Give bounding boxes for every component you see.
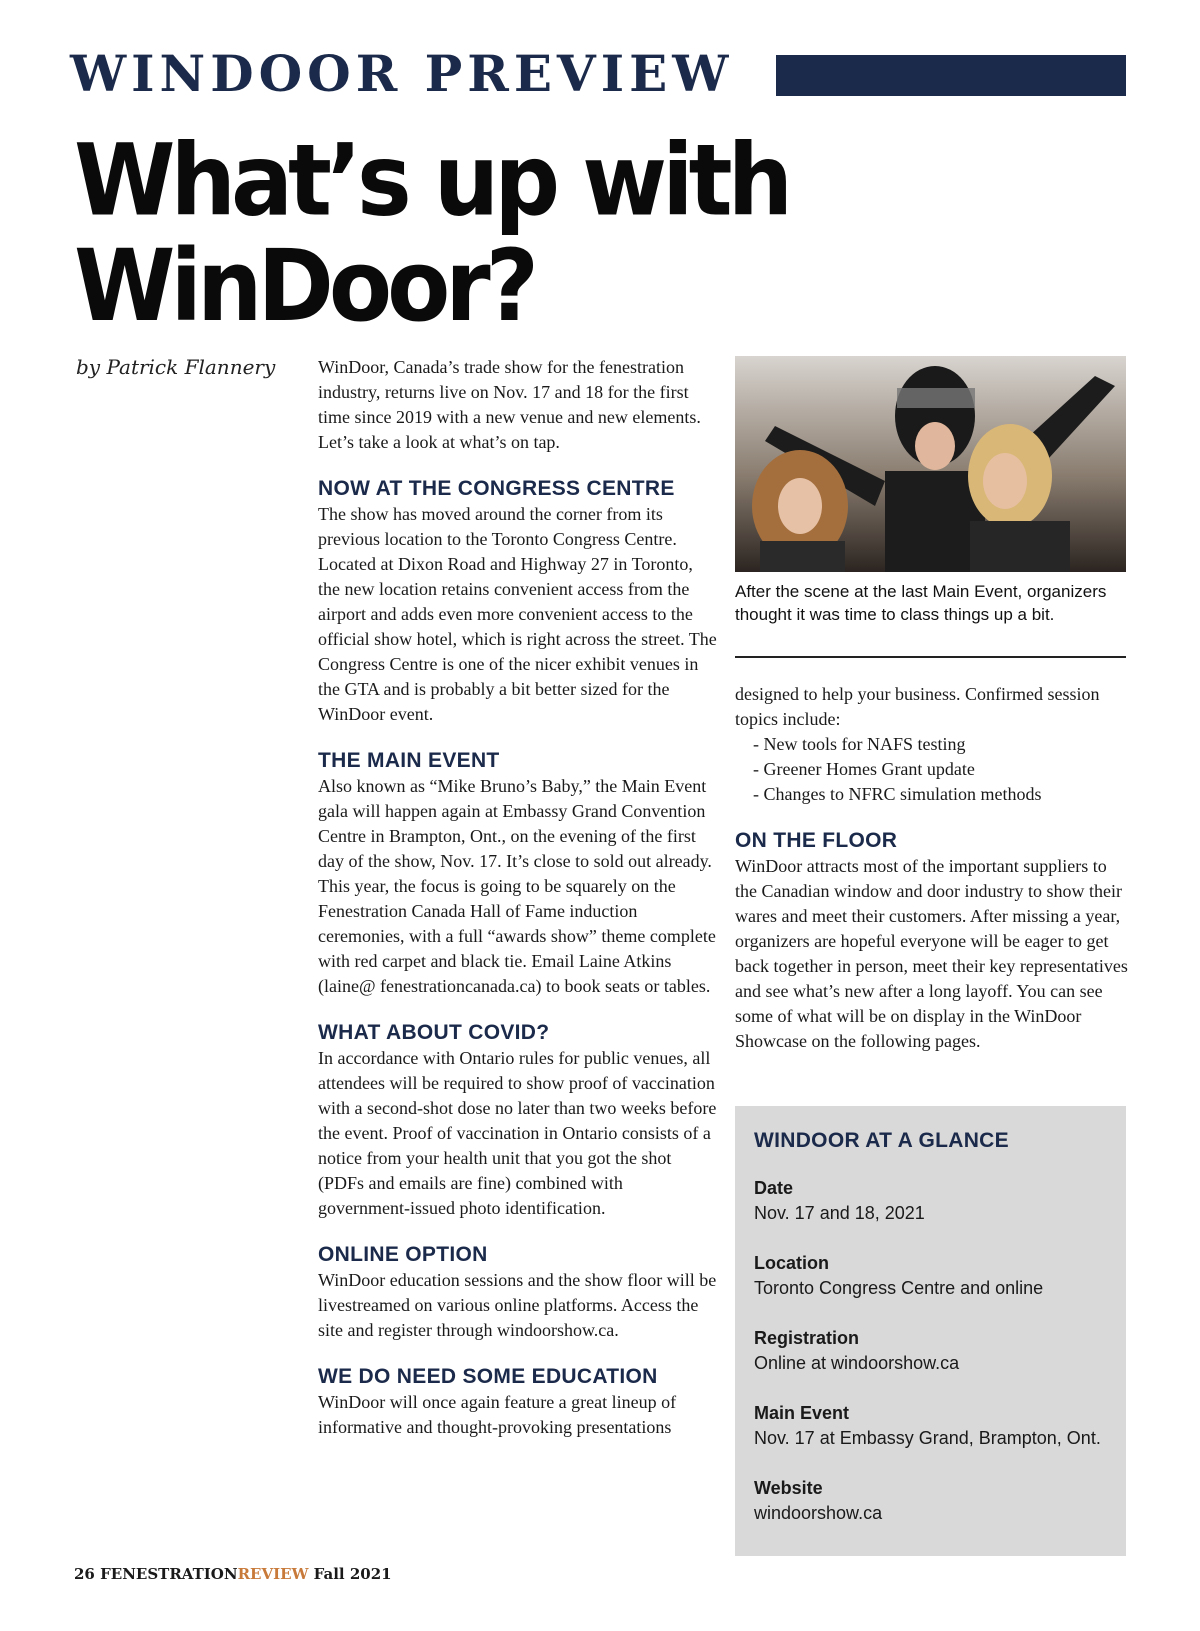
byline: by Patrick Flannery xyxy=(76,355,276,379)
covid-paragraph: In accordance with Ontario rules for public venues, all attendees will be required to show proof of vaccination with a second-shot dose no later than two weeks before the event. Proof of vaccination in Ontario consists of a notice from your health unit that you got the shot (PDFs and emails are fine) combined with government-issued photo identification. xyxy=(318,1048,717,1218)
page-number: 26 xyxy=(74,1565,95,1583)
education-continued-paragraph: designed to help your business. Confirmed session topics include: xyxy=(735,684,1100,729)
article-column-2 xyxy=(735,682,1133,1054)
topic-list-item: - New tools for NAFS testing xyxy=(753,734,966,754)
education-paragraph: WinDoor will once again feature a great lineup of informative and thought-provoking presentations xyxy=(318,1392,677,1437)
heading-covid: WHAT ABOUT COVID? xyxy=(318,1021,550,1044)
magazine-name-part2: REVIEW xyxy=(237,1565,309,1583)
glance-title: WINDOOR AT A GLANCE xyxy=(754,1129,1009,1152)
heading-on-the-floor: ON THE FLOOR xyxy=(735,829,898,852)
glance-item-main-event xyxy=(754,1401,1107,1451)
at-a-glance-box xyxy=(735,1106,1126,1556)
floor-paragraph: WinDoor attracts most of the important suppliers to the Canadian window and door industry to show their wares and meet their customers. After missing a year, organizers are hopeful everyone will be eager to get back together in person, meet their key representatives and see what’s new after a long layoff. You can see some of what will be on display in the WinDoor Showcase on the following pages. xyxy=(735,856,1128,1051)
event-photo xyxy=(735,356,1126,572)
event-photo-illustration xyxy=(735,356,1126,572)
heading-main-event: THE MAIN EVENT xyxy=(318,749,500,772)
issue-date: Fall 2021 xyxy=(313,1565,392,1583)
glance-value: windoorshow.ca xyxy=(754,1503,883,1523)
glance-value: Nov. 17 and 18, 2021 xyxy=(754,1203,925,1223)
online-paragraph: WinDoor education sessions and the show floor will be livestreamed on various online platforms. Access the site and register through windoorshow.ca. xyxy=(318,1270,717,1340)
glance-item-location xyxy=(754,1251,1107,1301)
glance-label: Website xyxy=(754,1478,823,1498)
topic-list-item: - Greener Homes Grant update xyxy=(753,759,975,779)
intro-paragraph: WinDoor, Canada’s trade show for the fenestration industry, returns live on Nov. 17 and 18 for the first time since 2019 with a new venue and new elements. Let’s take a look at what’s on tap. xyxy=(318,357,701,452)
article-column-1 xyxy=(318,355,718,1440)
headline: What’s up with WinDoor? xyxy=(74,122,789,344)
heading-education: WE DO NEED SOME EDUCATION xyxy=(318,1365,658,1388)
glance-value: Online at windoorshow.ca xyxy=(754,1353,960,1373)
glance-value: Nov. 17 at Embassy Grand, Brampton, Ont. xyxy=(754,1428,1101,1448)
congress-paragraph: The show has moved around the corner from its previous location to the Toronto Congress Centre. Located at Dixon Road and Highway 27 in Toronto, the new location retains convenient access from the airport and adds even more convenient access to the official show hotel, which is right across the street. The Congress Centre is one of the nicer exhibit venues in the GTA and is probably a bit better sized for the WinDoor event. xyxy=(318,504,717,724)
heading-online-option: ONLINE OPTION xyxy=(318,1243,488,1266)
glance-label: Registration xyxy=(754,1328,860,1348)
heading-congress-centre: NOW AT THE CONGRESS CENTRE xyxy=(318,477,675,500)
magazine-name-part1: FENESTRATION xyxy=(100,1565,238,1583)
glance-label: Date xyxy=(754,1178,794,1198)
glance-value: Toronto Congress Centre and online xyxy=(754,1278,1044,1298)
topic-list-item: - Changes to NFRC simulation methods xyxy=(753,784,1042,804)
glance-item-website xyxy=(754,1476,1107,1526)
glance-item-registration xyxy=(754,1326,1107,1376)
glance-label: Main Event xyxy=(754,1403,850,1423)
section-color-bar xyxy=(776,55,1126,96)
photo-caption: After the scene at the last Main Event, organizers thought it was time to class things up a bit. xyxy=(735,582,1107,624)
page-footer xyxy=(74,1565,392,1583)
caption-divider xyxy=(735,656,1126,658)
main-event-paragraph: Also known as “Mike Bruno’s Baby,” the Main Event gala will happen again at Embassy Grand Convention Centre in Brampton, Ont., on the evening of the first day of the show, Nov. 17. It’s close to sold out already. This year, the focus is going to be squarely on the Fenestration Canada Hall of Fame induction ceremonies, with a full “awards show” theme complete with red carpet and black tie. Email Laine Atkins (laine@ fenestrationcanada.ca) to book seats or tables. xyxy=(318,776,716,996)
glance-item-date xyxy=(754,1176,1107,1226)
glance-label: Location xyxy=(754,1253,829,1273)
section-label: WINDOOR PREVIEW xyxy=(70,44,734,103)
